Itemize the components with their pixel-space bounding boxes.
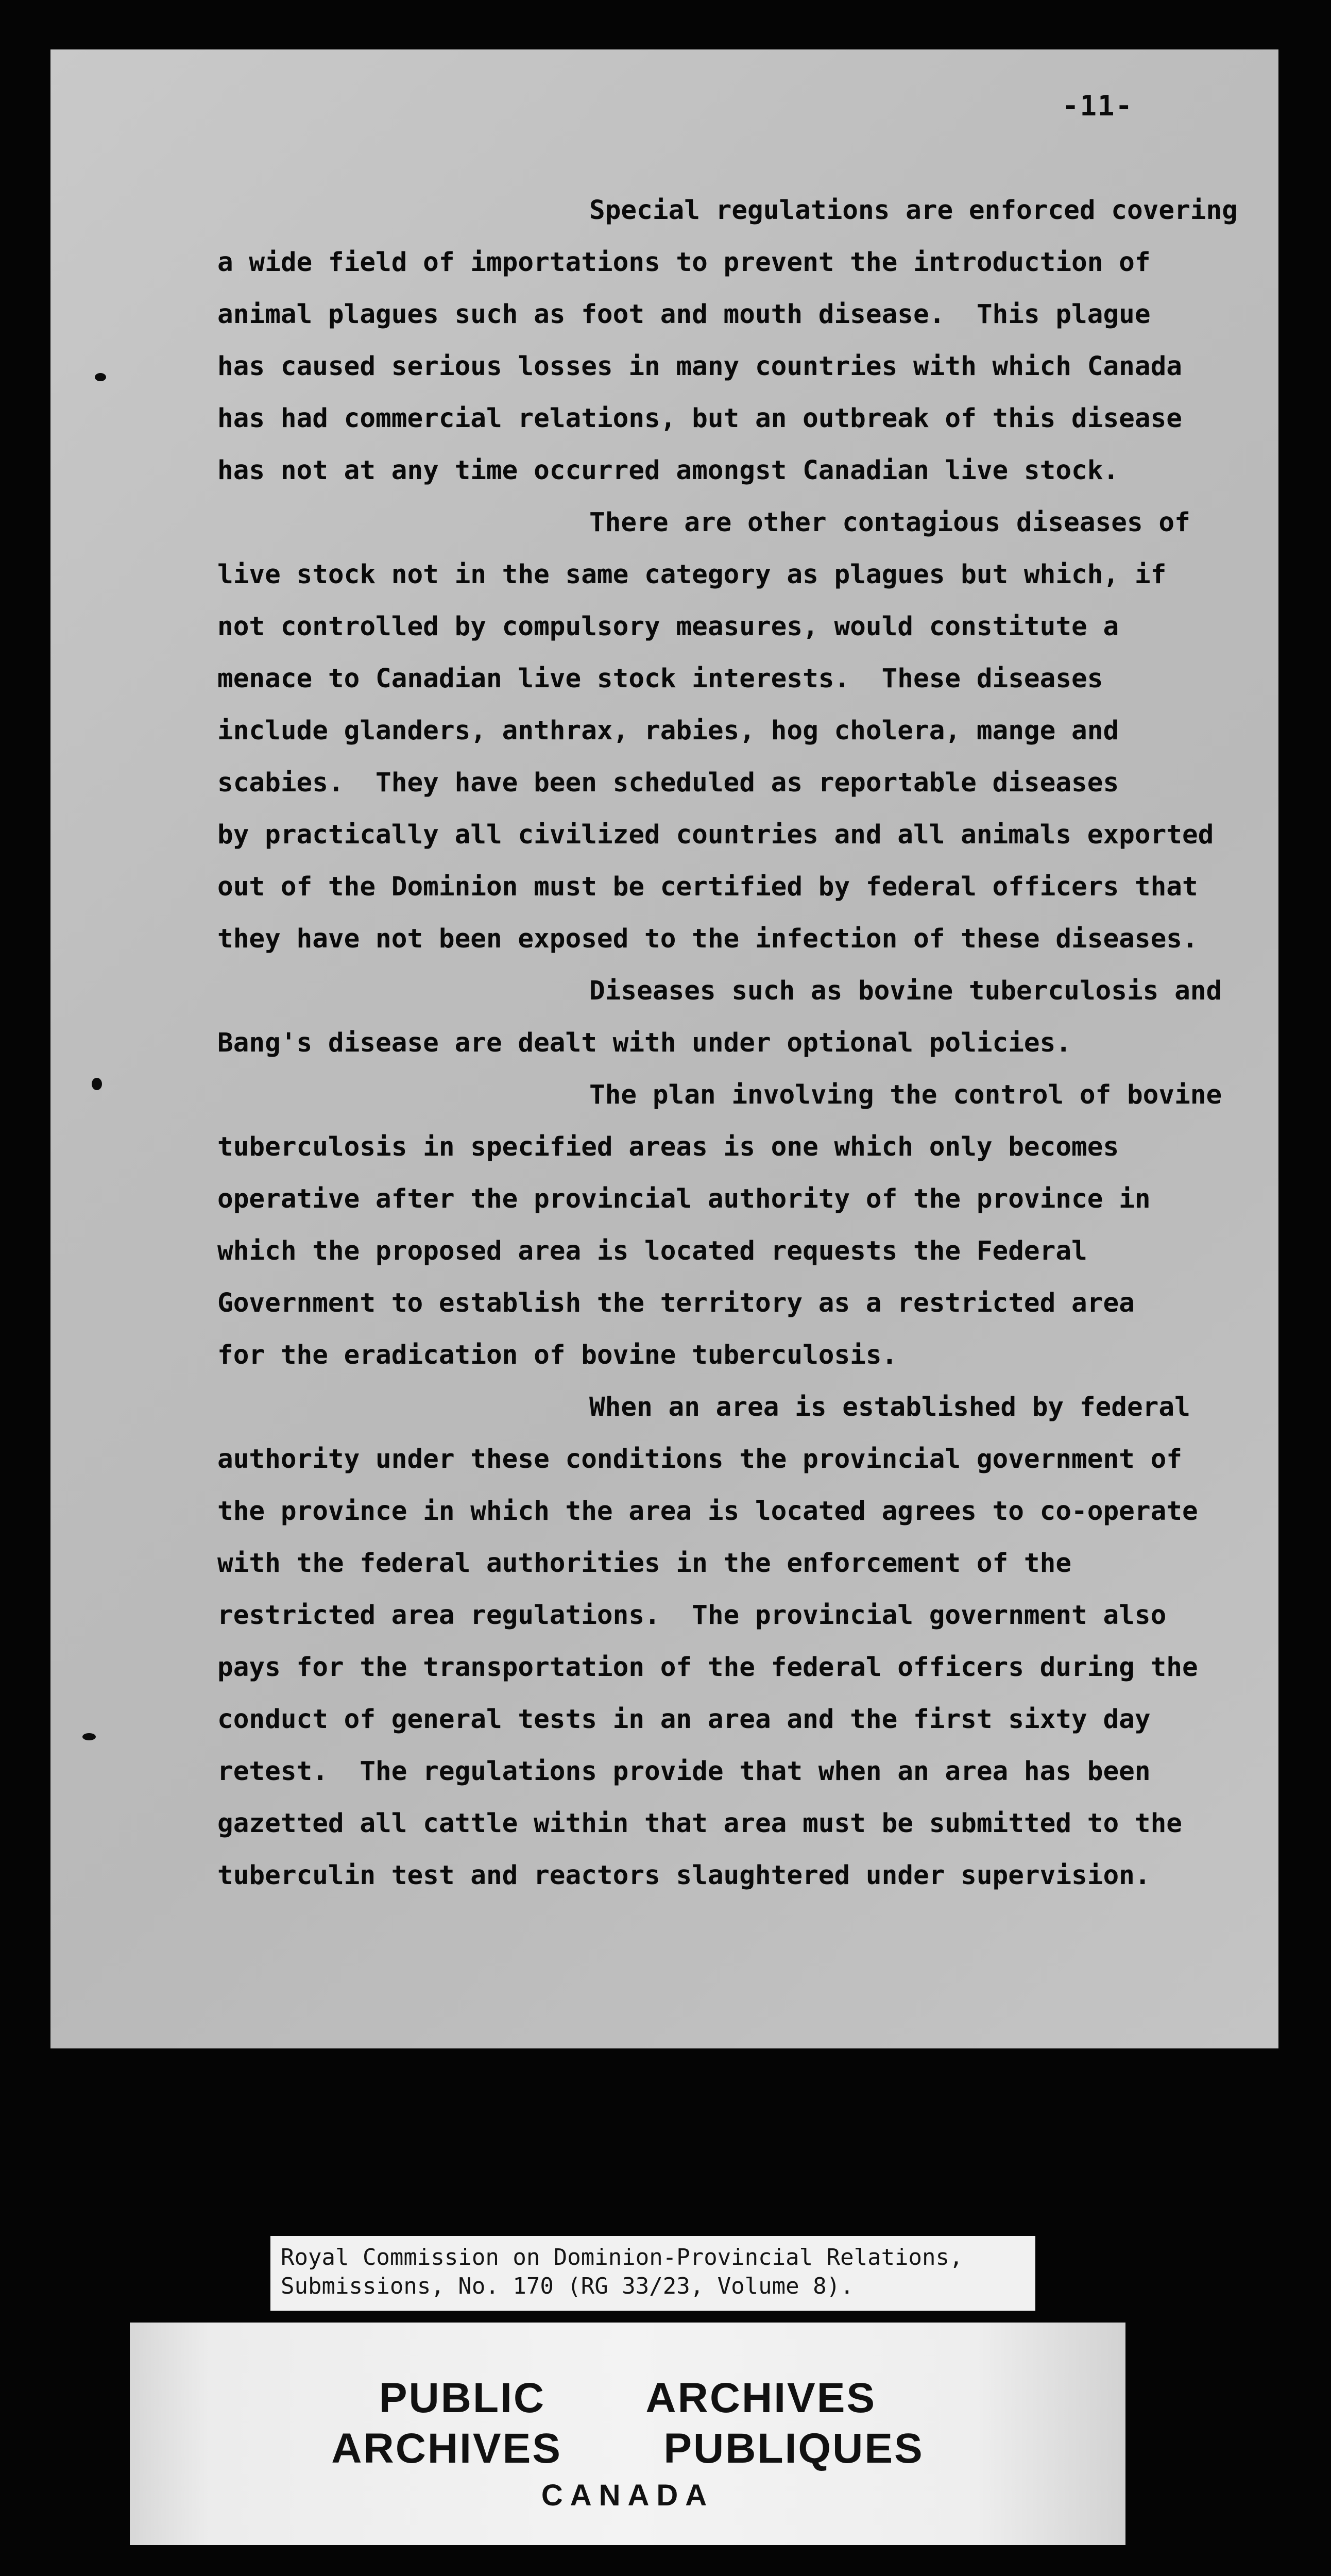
text-line: scabies. They have been scheduled as reportable diseases <box>217 768 1119 798</box>
text-line: retest. The regulations provide that when an area has been <box>217 1756 1151 1787</box>
text-line: include glanders, anthrax, rabies, hog cholera, mange and <box>217 716 1119 746</box>
text-line: gazetted all cattle within that area must be submitted to the <box>217 1808 1182 1839</box>
text-line: menace to Canadian live stock interests. These diseases <box>217 664 1103 694</box>
text-line: Government to establish the territory as a restricted area <box>217 1288 1135 1318</box>
citation-line: Royal Commission on Dominion-Provincial Relations, <box>281 2244 963 2270</box>
citation-line: Submissions, No. 170 (RG 33/23, Volume 8). <box>281 2273 854 2299</box>
text-line: The plan involving the control of bovine <box>589 1080 1222 1110</box>
text-line: Special regulations are enforced covering <box>589 195 1238 226</box>
archives-stamp <box>130 2323 1125 2545</box>
stamp-line-canada: CANADA <box>541 2479 714 2512</box>
text-line: pays for the transportation of the federal officers during the <box>217 1652 1198 1683</box>
text-line: restricted area regulations. The provincial government also <box>217 1600 1167 1631</box>
scanned-page <box>50 49 1278 2048</box>
text-line: for the eradication of bovine tuberculosis. <box>217 1340 898 1370</box>
citation-label <box>270 2236 1035 2311</box>
text-line: not controlled by compulsory measures, would constitute a <box>217 612 1119 642</box>
page-number: -11- <box>1062 90 1133 122</box>
text-line: Diseases such as bovine tuberculosis and <box>589 976 1222 1006</box>
text-line: with the federal authorities in the enforcement of the <box>217 1548 1072 1579</box>
text-line: Bang's disease are dealt with under optional policies. <box>217 1028 1072 1058</box>
text-line: they have not been exposed to the infection of these diseases. <box>217 924 1198 954</box>
text-line: authority under these conditions the provincial government of <box>217 1444 1182 1475</box>
text-line: which the proposed area is located requests the Federal <box>217 1236 1087 1266</box>
text-line: a wide field of importations to prevent the introduction of <box>217 247 1151 278</box>
text-line: tuberculosis in specified areas is one which only becomes <box>217 1132 1119 1162</box>
text-line: animal plagues such as foot and mouth disease. This plague <box>217 299 1151 330</box>
text-line: out of the Dominion must be certified by federal officers that <box>217 872 1198 902</box>
body-text <box>217 184 1237 1902</box>
text-line: When an area is established by federal <box>589 1392 1190 1422</box>
text-line: has had commercial relations, but an outbreak of this disease <box>217 403 1182 434</box>
text-line: conduct of general tests in an area and the first sixty day <box>217 1704 1151 1735</box>
text-line: operative after the provincial authority of the province in <box>217 1184 1151 1214</box>
stamp-line-public-archives: PUBLIC ARCHIVES <box>379 2375 877 2421</box>
text-line: There are other contagious diseases of <box>589 507 1190 538</box>
text-line: live stock not in the same category as plagues but which, if <box>217 560 1167 590</box>
text-line: has not at any time occurred amongst Canadian live stock. <box>217 455 1119 486</box>
stamp-line-archives-publiques: ARCHIVES PUBLIQUES <box>331 2425 924 2472</box>
text-line: has caused serious losses in many countries with which Canada <box>217 351 1182 382</box>
text-line: by practically all civilized countries and all animals exported <box>217 820 1214 850</box>
text-line: the province in which the area is located agrees to co-operate <box>217 1496 1198 1527</box>
text-line: tuberculin test and reactors slaughtered under supervision. <box>217 1860 1151 1891</box>
